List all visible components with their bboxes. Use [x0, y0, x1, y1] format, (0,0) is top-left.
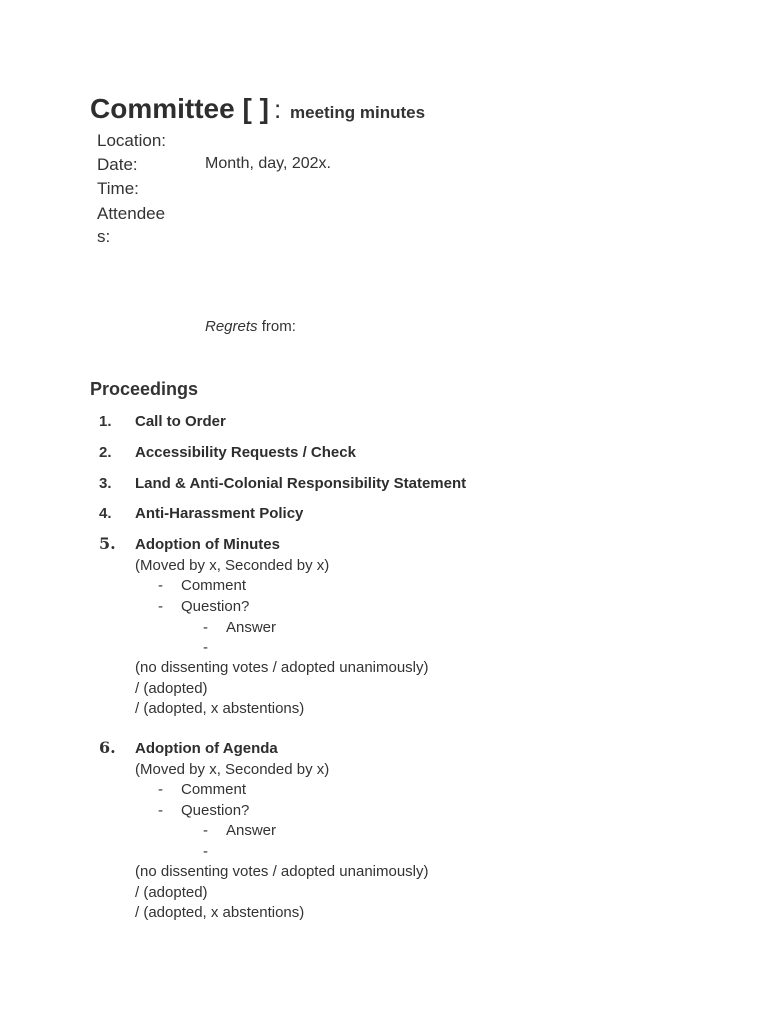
- item-number: 5.: [99, 534, 116, 553]
- bullet-comment: Comment: [181, 781, 247, 798]
- bullet-question: Question?: [181, 802, 250, 819]
- proceedings-heading: Proceedings: [90, 379, 199, 399]
- outcome-line: / (adopted, x abstentions): [135, 904, 305, 921]
- item-title: Adoption of Agenda: [135, 740, 278, 757]
- item-title: Anti-Harassment Policy: [135, 505, 304, 522]
- sub-bullet-dash: -: [203, 822, 208, 839]
- outcome-line: / (adopted): [135, 884, 208, 901]
- item-title: Adoption of Minutes: [135, 536, 280, 553]
- item-title: Land & Anti-Colonial Responsibility Statement: [135, 475, 467, 492]
- item-number: 3.: [99, 475, 112, 492]
- moved-line: (Moved by x, Seconded by x): [135, 761, 330, 778]
- item-number: 1.: [99, 413, 112, 430]
- outcome-line: / (adopted, x abstentions): [135, 700, 305, 717]
- item-number: 6.: [99, 738, 116, 757]
- item-title: Accessibility Requests / Check: [135, 444, 356, 461]
- regrets-rest: from:: [257, 318, 296, 335]
- sub-bullet-dash: -: [203, 619, 208, 636]
- page-title: Committee [ ]: [90, 93, 269, 124]
- item-number: 4.: [99, 505, 112, 522]
- item-number: 2.: [99, 444, 112, 461]
- sub-bullet-answer: Answer: [226, 822, 277, 839]
- regrets-italic: Regrets: [205, 318, 258, 335]
- bullet-dash: -: [158, 781, 163, 798]
- location-label: Location:: [97, 131, 166, 150]
- moved-line: (Moved by x, Seconded by x): [135, 557, 330, 574]
- bullet-dash: -: [158, 802, 163, 819]
- outcome-line: / (adopted): [135, 680, 208, 697]
- date-value: Month, day, 202x.: [205, 155, 331, 172]
- attendees-label: Attendees:: [97, 204, 166, 246]
- title-colon: :: [274, 94, 282, 124]
- regrets-line: [205, 318, 296, 336]
- outcome-line: (no dissenting votes / adopted unanimously): [135, 863, 429, 880]
- time-label: Time:: [97, 179, 139, 198]
- bullet-comment: Comment: [181, 577, 247, 594]
- page-subtitle: meeting minutes: [290, 103, 426, 122]
- bullet-dash: -: [158, 598, 163, 615]
- date-label: Date:: [97, 155, 138, 174]
- sub-bullet-dash: -: [203, 639, 208, 656]
- item-title: Call to Order: [135, 413, 226, 430]
- sub-bullet-answer: Answer: [226, 619, 277, 636]
- bullet-dash: -: [158, 577, 163, 594]
- outcome-line: (no dissenting votes / adopted unanimously): [135, 659, 429, 676]
- bullet-question: Question?: [181, 598, 250, 615]
- sub-bullet-dash: -: [203, 843, 208, 860]
